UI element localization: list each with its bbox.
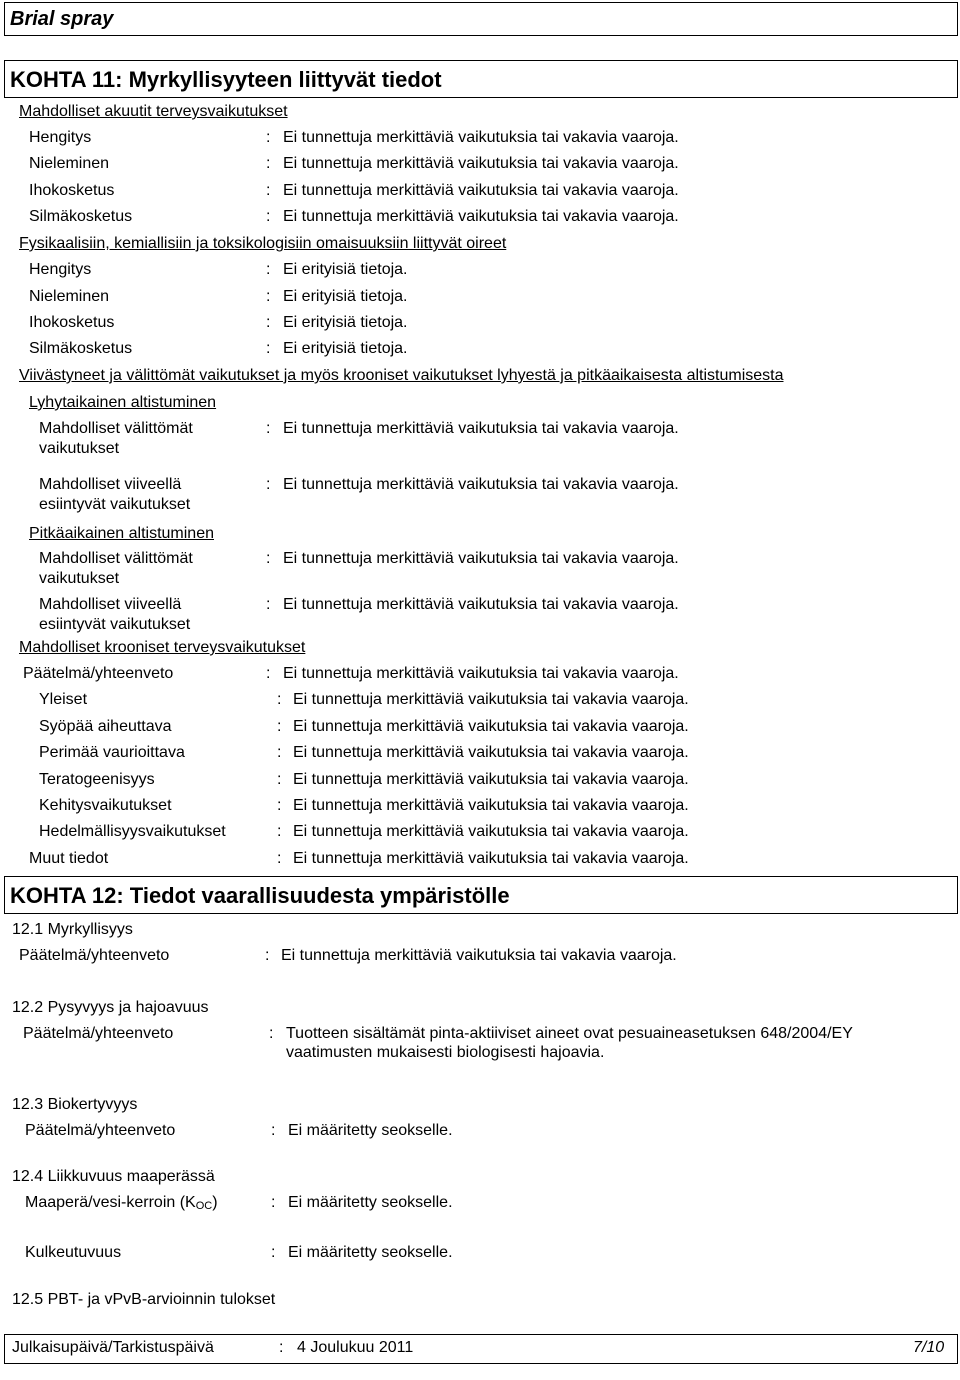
row-label-line1: Mahdolliset viiveellä xyxy=(39,476,182,493)
separator: : xyxy=(266,476,271,493)
row-value: Ei tunnettuja merkittäviä vaikutuksia tai vakavia vaaroja. xyxy=(293,691,689,708)
row-label: Perimää vaurioittava xyxy=(39,744,185,761)
separator: : xyxy=(266,208,271,225)
persistence-heading: 12.2 Pysyvyys ja hajoavuus xyxy=(12,999,209,1016)
row-value: Ei tunnettuja merkittäviä vaikutuksia tai vakavia vaaroja. xyxy=(293,771,689,788)
separator: : xyxy=(266,129,271,146)
row-label-line2: esiintyvät vaikutukset xyxy=(39,496,191,513)
row-label: Hedelmällisyysvaikutukset xyxy=(39,823,226,840)
separator: : xyxy=(277,691,282,708)
other-info-label: Muut tiedot xyxy=(29,850,109,867)
mobility-heading: 12.4 Liikkuvuus maaperässä xyxy=(12,1168,215,1185)
toxicity-label: Päätelmä/yhteenveto xyxy=(19,947,170,964)
row-value: Ei erityisiä tietoja. xyxy=(283,340,408,357)
separator: : xyxy=(277,823,282,840)
persistence-label: Päätelmä/yhteenveto xyxy=(23,1025,174,1042)
row-value: Ei tunnettuja merkittäviä vaikutuksia tai vakavia vaaroja. xyxy=(283,155,679,172)
row-value: Ei tunnettuja merkittäviä vaikutuksia tai vakavia vaaroja. xyxy=(283,420,679,437)
row-label: Silmäkosketus xyxy=(29,340,133,357)
koc-label-text: Maaperä/vesi-kerroin (K xyxy=(25,1194,196,1211)
symptoms-heading: Fysikaalisiin, kemiallisiin ja toksikologisiin omaisuuksiin liittyvät oireet xyxy=(19,235,507,252)
separator: : xyxy=(277,850,282,867)
row-value: Ei tunnettuja merkittäviä vaikutuksia tai vakavia vaaroja. xyxy=(283,129,679,146)
row-value: Ei tunnettuja merkittäviä vaikutuksia tai vakavia vaaroja. xyxy=(283,476,679,493)
separator: : xyxy=(277,718,282,735)
row-label: Syöpää aiheuttava xyxy=(39,718,172,735)
separator: : xyxy=(266,182,271,199)
koc-label-close: ) xyxy=(212,1194,218,1211)
separator: : xyxy=(271,1244,276,1261)
row-value: Ei tunnettuja merkittäviä vaikutuksia tai vakavia vaaroja. xyxy=(293,797,689,814)
row-value: Ei tunnettuja merkittäviä vaikutuksia tai vakavia vaaroja. xyxy=(283,596,679,613)
separator: : xyxy=(266,596,271,613)
row-value: Ei tunnettuja merkittäviä vaikutuksia tai vakavia vaaroja. xyxy=(283,182,679,199)
mobility-value: Ei määritetty seokselle. xyxy=(288,1244,453,1261)
separator: : xyxy=(277,797,282,814)
other-info-value: Ei tunnettuja merkittäviä vaikutuksia tai vakavia vaaroja. xyxy=(293,850,689,867)
mobility-label: Kulkeutuvuus xyxy=(25,1244,122,1261)
koc-label xyxy=(25,1193,218,1216)
header-box xyxy=(4,2,958,36)
separator: : xyxy=(266,155,271,172)
chronic-heading: Mahdolliset krooniset terveysvaikutukset xyxy=(19,639,306,656)
row-value: Ei tunnettuja merkittäviä vaikutuksia tai vakavia vaaroja. xyxy=(283,208,679,225)
separator: : xyxy=(271,1122,276,1139)
toxicity-value: Ei tunnettuja merkittäviä vaikutuksia tai vakavia vaaroja. xyxy=(281,947,677,964)
separator: : xyxy=(266,314,271,331)
row-label-line2: vaikutukset xyxy=(39,440,120,457)
row-value: Ei erityisiä tietoja. xyxy=(283,314,408,331)
section-11-title: KOHTA 11: Myrkyllisyyteen liittyvät tiedot xyxy=(10,67,442,92)
row-label: Silmäkosketus xyxy=(29,208,133,225)
row-label: Nieleminen xyxy=(29,288,110,305)
product-name: Brial spray xyxy=(10,8,114,30)
separator: : xyxy=(265,947,270,964)
footer-page-number: 7/10 xyxy=(913,1339,945,1356)
persistence-value-line1: Tuotteen sisältämät pinta-aktiiviset aineet ovat pesuaineasetuksen 648/2004/EY xyxy=(286,1025,853,1042)
row-label-line2: vaikutukset xyxy=(39,570,120,587)
separator: : xyxy=(277,744,282,761)
separator: : xyxy=(266,288,271,305)
row-label: Hengitys xyxy=(29,261,92,278)
separator: : xyxy=(266,340,271,357)
row-value: Ei tunnettuja merkittäviä vaikutuksia tai vakavia vaaroja. xyxy=(293,718,689,735)
separator: : xyxy=(271,1194,276,1211)
row-label: Teratogeenisyys xyxy=(39,771,155,788)
separator: : xyxy=(279,1339,284,1356)
row-label: Ihokosketus xyxy=(29,314,115,331)
separator: : xyxy=(266,550,271,567)
row-label: Hengitys xyxy=(29,129,92,146)
row-value: Ei erityisiä tietoja. xyxy=(283,261,408,278)
bioaccumulation-value: Ei määritetty seokselle. xyxy=(288,1122,453,1139)
row-label-line1: Mahdolliset välittömät xyxy=(39,550,193,567)
separator: : xyxy=(266,261,271,278)
acute-heading: Mahdolliset akuutit terveysvaikutukset xyxy=(19,103,288,120)
chronic-summary-label: Päätelmä/yhteenveto xyxy=(23,665,174,682)
separator: : xyxy=(277,771,282,788)
koc-subscript: OC xyxy=(195,1200,213,1212)
row-label-line1: Mahdolliset viiveellä xyxy=(39,596,182,613)
row-value: Ei tunnettuja merkittäviä vaikutuksia tai vakavia vaaroja. xyxy=(293,744,689,761)
section-12-title: KOHTA 12: Tiedot vaarallisuudesta ympäristölle xyxy=(10,883,510,908)
row-value: Ei tunnettuja merkittäviä vaikutuksia tai vakavia vaaroja. xyxy=(293,823,689,840)
bioaccumulation-label: Päätelmä/yhteenveto xyxy=(25,1122,176,1139)
footer-date-label: Julkaisupäivä/Tarkistuspäivä xyxy=(12,1339,214,1356)
row-label: Ihokosketus xyxy=(29,182,115,199)
toxicity-heading: 12.1 Myrkyllisyys xyxy=(12,921,133,938)
separator: : xyxy=(266,420,271,437)
bioaccumulation-heading: 12.3 Biokertyvyys xyxy=(12,1096,138,1113)
pbt-heading: 12.5 PBT- ja vPvB-arvioinnin tulokset xyxy=(12,1291,276,1308)
persistence-value-line2: vaatimusten mukaisesti biologisesti hajoavia. xyxy=(286,1044,605,1061)
separator: : xyxy=(266,665,271,682)
row-value: Ei erityisiä tietoja. xyxy=(283,288,408,305)
chronic-summary-value: Ei tunnettuja merkittäviä vaikutuksia tai vakavia vaaroja. xyxy=(283,665,679,682)
row-label: Nieleminen xyxy=(29,155,110,172)
koc-value: Ei määritetty seokselle. xyxy=(288,1194,453,1211)
row-label: Kehitysvaikutukset xyxy=(39,797,172,814)
separator: : xyxy=(269,1025,274,1042)
row-label-line2: esiintyvät vaikutukset xyxy=(39,616,191,633)
row-label-line1: Mahdolliset välittömät xyxy=(39,420,193,437)
row-label: Yleiset xyxy=(39,691,88,708)
footer-date-value: 4 Joulukuu 2011 xyxy=(297,1339,414,1356)
long-term-heading: Pitkäaikainen altistuminen xyxy=(29,525,214,542)
delayed-heading: Viivästyneet ja välittömät vaikutukset ja myös krooniset vaikutukset lyhyestä ja pitkäaikaisesta altistumisesta xyxy=(19,367,784,384)
row-value: Ei tunnettuja merkittäviä vaikutuksia tai vakavia vaaroja. xyxy=(283,550,679,567)
short-term-heading: Lyhytaikainen altistuminen xyxy=(29,394,217,411)
